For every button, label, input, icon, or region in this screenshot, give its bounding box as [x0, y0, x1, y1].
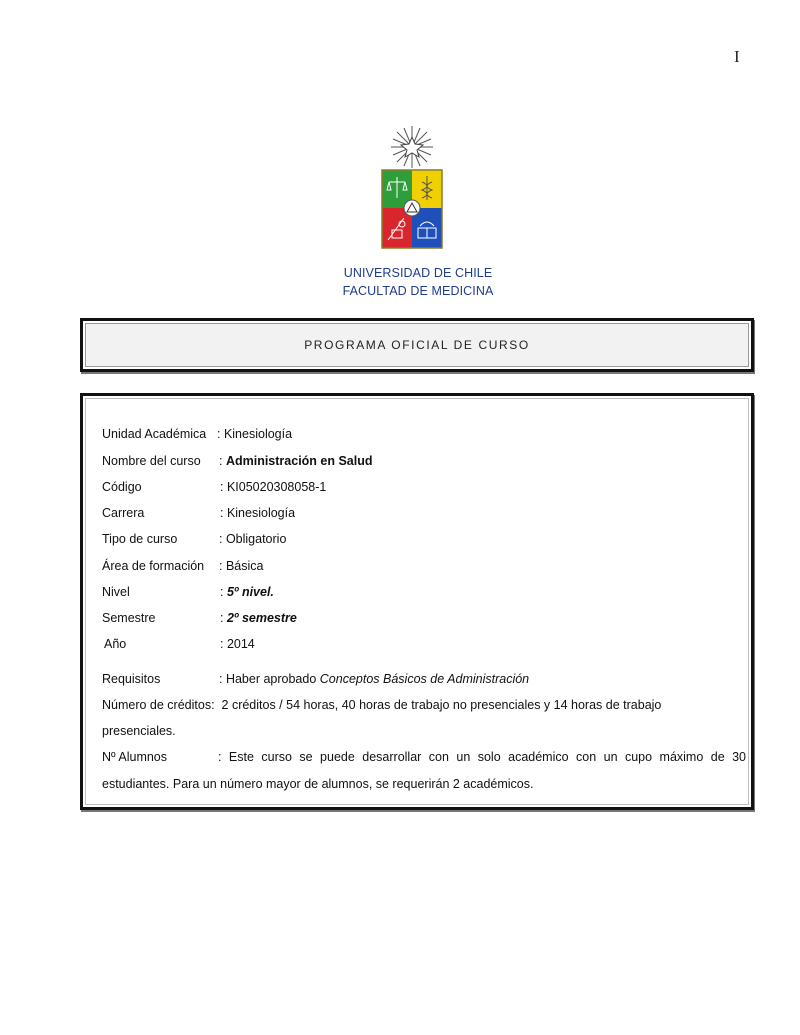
- alumnos-line2: estudiantes. Para un número mayor de alumnos, se requerirán 2 académicos.: [102, 777, 534, 791]
- sep-semestre: :: [220, 611, 227, 625]
- value-codigo: : KI05020308058-1: [220, 480, 327, 494]
- value-tipo: : Obligatorio: [219, 532, 287, 546]
- row-nombre: [102, 454, 373, 468]
- label-creditos: Número de créditos:: [102, 698, 215, 712]
- row-nivel: [102, 585, 274, 599]
- row-area: [102, 559, 264, 573]
- value-requisitos: Conceptos Básicos de Administración: [319, 672, 530, 686]
- university-name: UNIVERSIDAD DE CHILE: [343, 266, 493, 280]
- value-anio: : 2014: [220, 637, 255, 651]
- label-area: Área de formación: [102, 559, 205, 573]
- value-nombre: Administración en Salud: [225, 454, 373, 468]
- page-title: PROGRAMA OFICIAL DE CURSO: [304, 338, 530, 352]
- label-requisitos: Requisitos: [102, 672, 161, 686]
- row-semestre: [102, 611, 297, 625]
- title-box: [80, 318, 754, 372]
- row-carrera: [102, 506, 296, 520]
- label-nivel: Nivel: [102, 585, 130, 599]
- label-nombre: Nombre del curso: [102, 454, 201, 468]
- label-unidad: Unidad Académica: [102, 427, 207, 441]
- value-unidad: : Kinesiología: [217, 427, 293, 441]
- value-semestre: 2º semestre: [226, 611, 297, 625]
- label-tipo: Tipo de curso: [102, 532, 178, 546]
- label-codigo: Código: [102, 480, 142, 494]
- row-codigo: [102, 480, 327, 494]
- row-alumnos: [102, 750, 746, 764]
- row-anio: [104, 637, 255, 651]
- creditos-line1: 2 créditos / 54 horas, 40 horas de trabajo no presenciales y 14 horas de trabajo: [221, 698, 662, 712]
- row-tipo: [102, 532, 287, 546]
- creditos-paragraph: [102, 692, 746, 744]
- title-inner: [85, 323, 749, 367]
- label-semestre: Semestre: [102, 611, 156, 625]
- sep-nombre: :: [219, 454, 226, 468]
- row-requisitos: [102, 672, 530, 686]
- label-alumnos: Nº Alumnos: [102, 750, 168, 764]
- creditos-line2: presenciales.: [102, 724, 176, 738]
- shield-icon: [382, 170, 442, 248]
- value-nivel: 5º nivel.: [226, 585, 274, 599]
- value-area: : Básica: [219, 559, 264, 573]
- label-anio: Año: [104, 637, 127, 651]
- label-carrera: Carrera: [102, 506, 145, 520]
- requisitos-prefix: : Haber aprobado: [219, 672, 320, 686]
- university-crest-logo: [378, 124, 446, 252]
- page-number: I: [734, 47, 740, 66]
- alumnos-line1: : Este curso se puede desarrollar con un solo académico con un cupo máximo de 30: [218, 750, 746, 764]
- value-carrera: : Kinesiología: [220, 506, 296, 520]
- sep-nivel: :: [220, 585, 227, 599]
- row-unidad: [102, 427, 293, 441]
- faculty-name: FACULTAD DE MEDICINA: [342, 284, 494, 298]
